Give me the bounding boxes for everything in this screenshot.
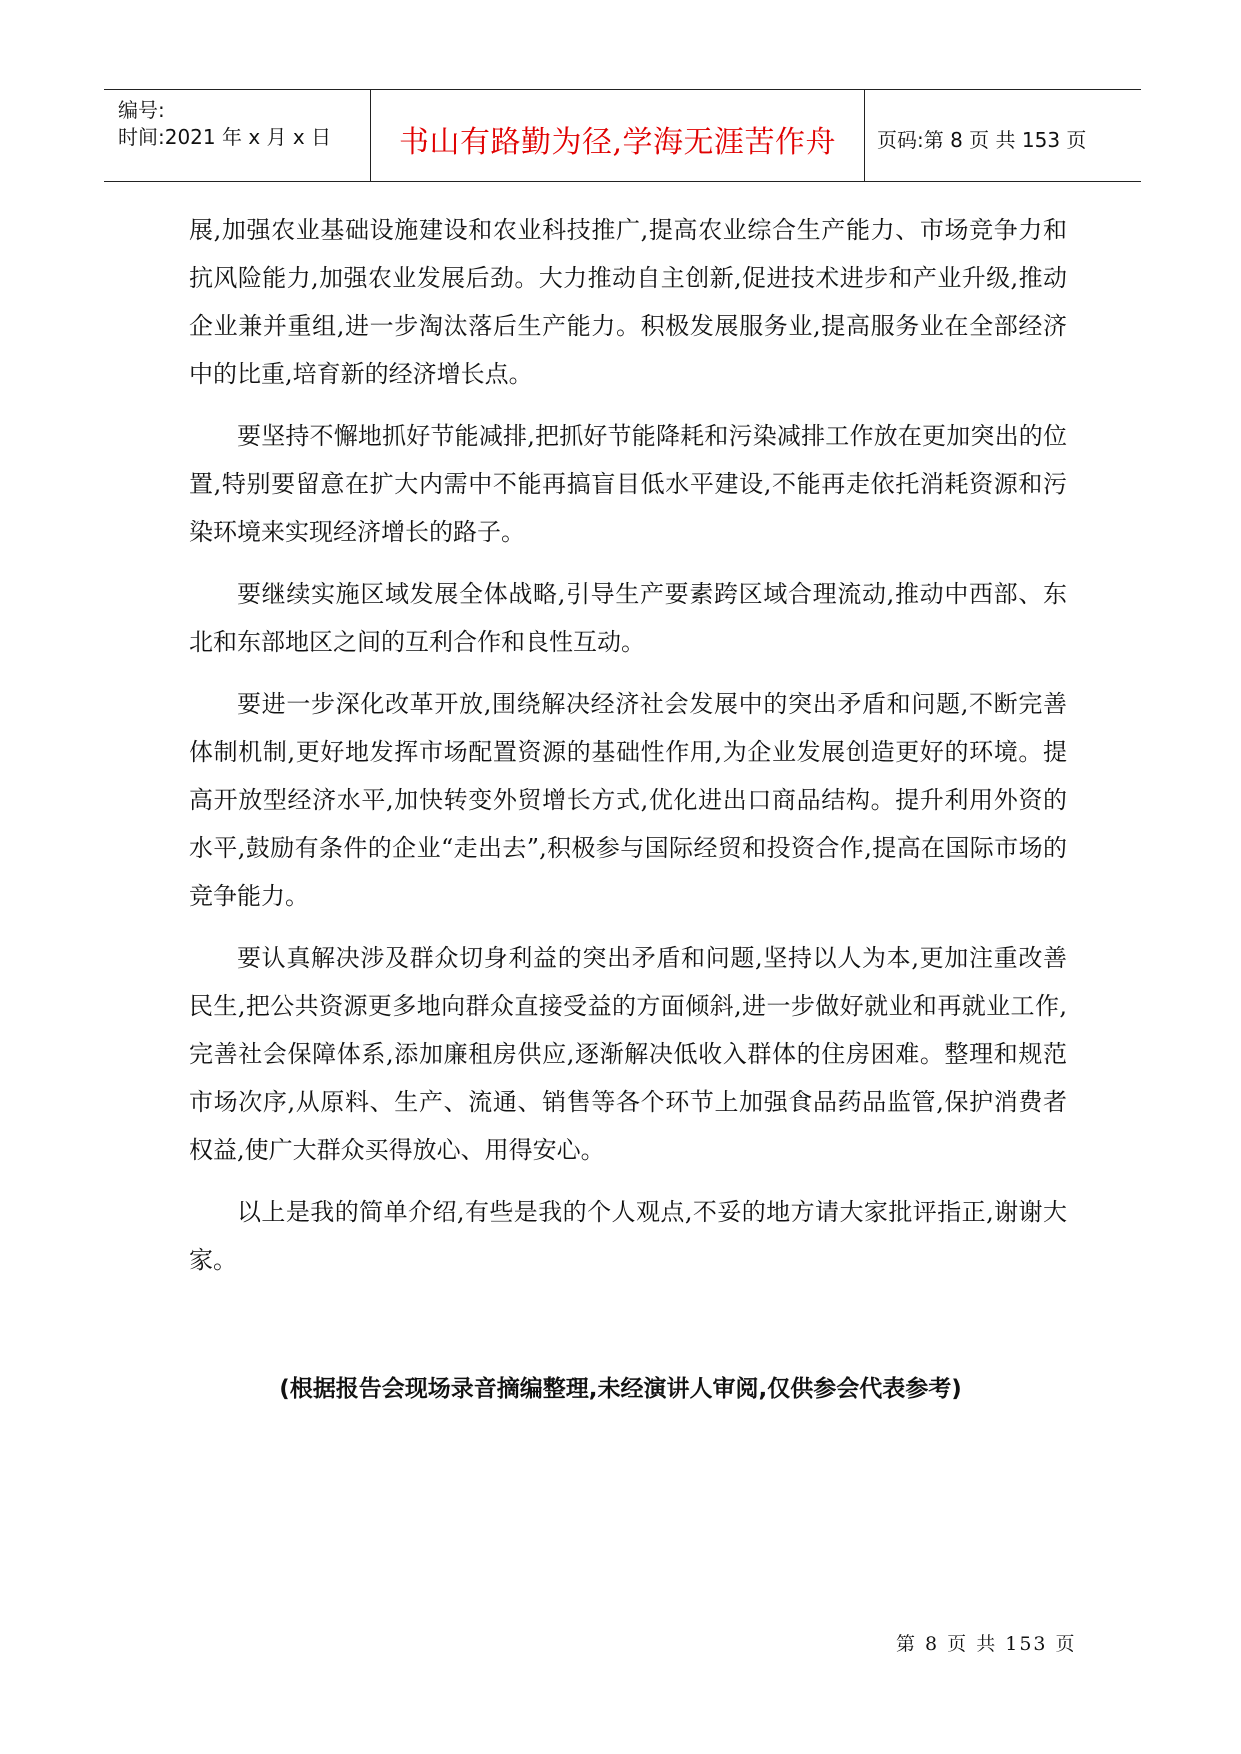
paragraph-3 <box>189 570 1067 666</box>
document-number-label: 编号: <box>118 98 165 122</box>
paragraph-4-lead: 要 <box>237 690 262 718</box>
paragraph-5-lead: 要 <box>237 944 262 972</box>
page-header <box>104 89 1141 182</box>
header-page-info: 页码:第 8 页 共 153 页 <box>877 128 1087 152</box>
paragraph-5-text: 认真解决涉及群众切身利益的突出矛盾和问题,坚持以人为本,更加注重改善民生,把公共资源更多地向群众直接受益的方面倾斜,进一步做好就业和再就业工作,完善社会保障体系,添加廉租房供应,逐渐解决低收入群体的住房困难。整理和规范市场次序,从原料、生产、流通、销售等各个环节上加强食品药品监管,保护消费者权益,使广大群众买得放心、用得安心。 <box>189 944 1067 1164</box>
paragraph-2-text: 坚持不懈地抓好节能减排,把抓好节能降耗和污染减排工作放在更加突出的位置,特别要留意在扩大内需中不能再搞盲目低水平建设,不能再走依托消耗资源和污染环境来实现经济增长的路子。 <box>189 422 1067 546</box>
editorial-note: (根据报告会现场录音摘编整理,未经演讲人审阅,仅供参会代表参考) <box>279 1376 962 1402</box>
header-motto-cell <box>371 90 865 181</box>
paragraph-4 <box>189 680 1067 920</box>
document-time-label: 时间:2021 年 x 月 x 日 <box>118 125 332 149</box>
header-page-cell <box>865 90 1141 181</box>
paragraph-3-text: 继续实施区域发展全体战略,引导生产要素跨区域合理流动,推动中西部、东北和东部地区之间的互利合作和良性互动。 <box>189 580 1067 656</box>
paragraph-4-text: 进一步深化改革开放,围绕解决经济社会发展中的突出矛盾和问题,不断完善体制机制,更好地发挥市场配置资源的基础性作用,为企业发展创造更好的环境。提高开放型经济水平,加快转变外贸增长方式,优化进出口商品结构。提升利用外资的水平,鼓励有条件的企业“走出去”,积极参与国际经贸和投资合作,提高在国际市场的竞争能力。 <box>189 690 1067 910</box>
paragraph-5 <box>189 934 1067 1174</box>
paragraph-2-lead: 要 <box>237 422 262 450</box>
header-meta-cell <box>104 90 371 181</box>
page-footer: 第 8 页 共 153 页 <box>896 1633 1077 1655</box>
paragraph-2 <box>189 412 1067 556</box>
header-motto: 书山有路勤为径,学海无涯苦作舟 <box>398 125 837 160</box>
paragraph-3-lead: 要 <box>237 580 262 608</box>
body-text <box>189 206 1067 1298</box>
paragraph-1: 展,加强农业基础设施建设和农业科技推广,提高农业综合生产能力、市场竞争力和抗风险能力,加强农业发展后劲。大力推动自主创新,促进技术进步和产业升级,推动企业兼并重组,进一步淘汰落后生产能力。积极发展服务业,提高服务业在全部经济中的比重,培育新的经济增长点。 <box>189 216 1067 388</box>
paragraph-6: 以上是我的简单介绍,有些是我的个人观点,不妥的地方请大家批评指正,谢谢大家。 <box>189 1198 1067 1274</box>
